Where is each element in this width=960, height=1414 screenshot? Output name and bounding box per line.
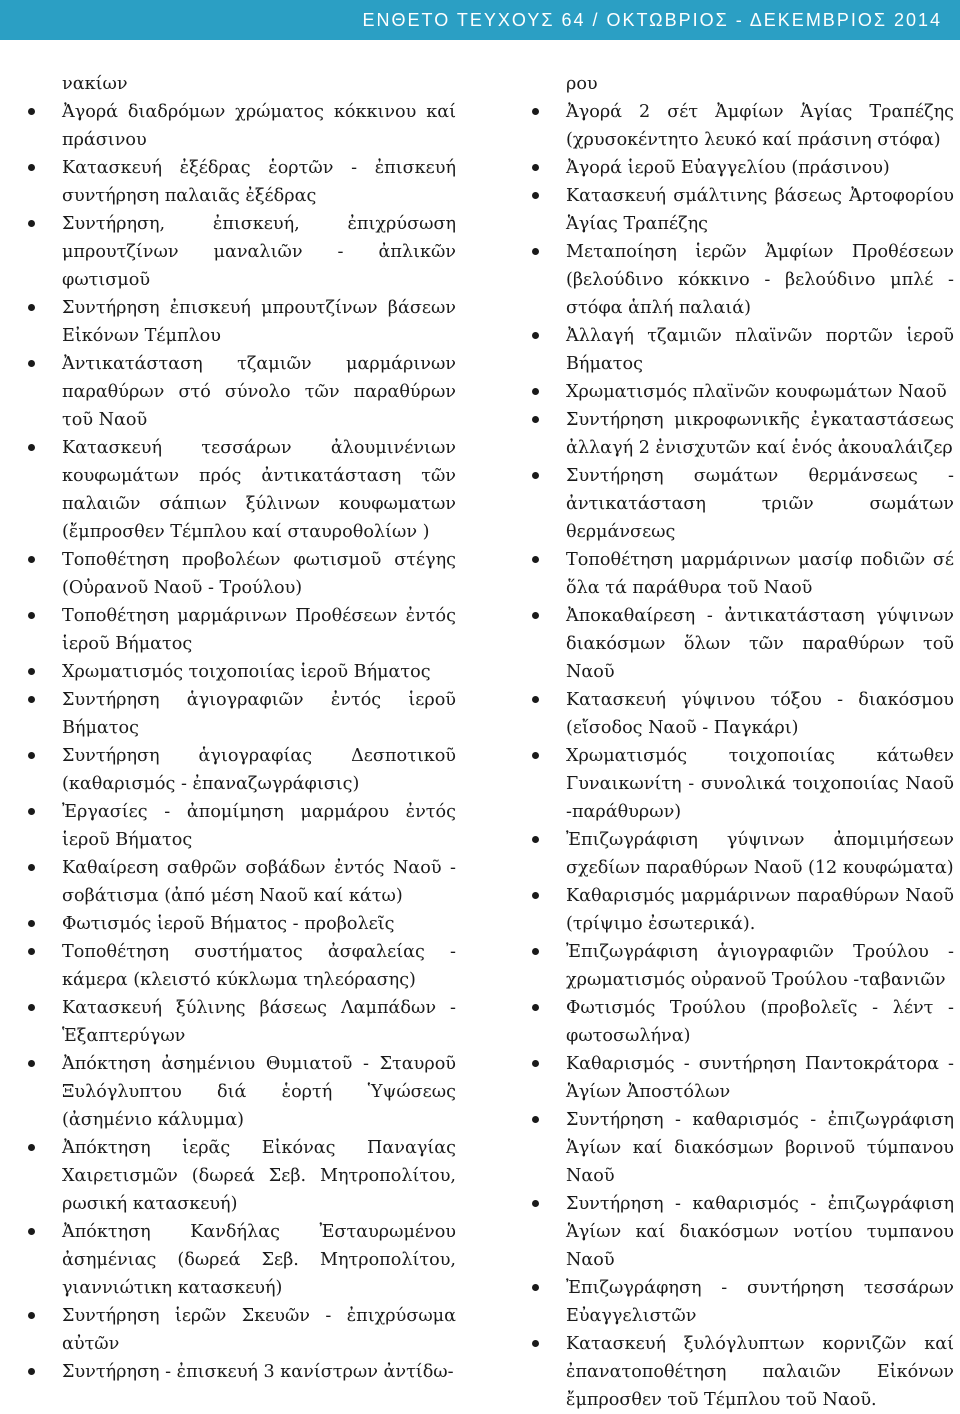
list-item: Χρωματισμός τοιχοποιίας ἱεροῦ Βήματος: [24, 658, 456, 686]
list-item: Τοποθέτηση μαρμάρινων Προθέσεων ἐντός ἱεροῦ Βήματος: [24, 602, 456, 658]
list-item: Ἀγορά 2 σέτ Ἀμφίων Ἁγίας Τραπέζης (χρυσοκέντητο λευκό καί πράσινη στόφα): [528, 98, 954, 154]
list-item: Ἀπόκτηση Κανδήλας Ἐσταυρωμένου ἀσημένιας (δωρεά Σεβ. Μητροπολίτου, γιαννιώτικη κατασκευή): [24, 1218, 456, 1302]
list-item: Συντήρηση - καθαρισμός - ἐπιζωγράφιση Ἁγίων καί διακόσμων νοτίου τυμπανου Ναοῦ: [528, 1190, 954, 1274]
list-item: Συντήρηση - ἐπισκευή 3 κανίστρων ἀντίδω-: [24, 1358, 456, 1386]
list-item: Ἀγορά διαδρόμων χρώματος κόκκινου καί πράσινου: [24, 98, 456, 154]
list-item: Συντήρηση - καθαρισμός - ἐπιζωγράφιση Ἁγίων καί διακόσμων βορινοῦ τύμπανου Ναοῦ: [528, 1106, 954, 1190]
list-item: Ἀπόκτηση ἱερᾶς Εἰκόνας Παναγίας Χαιρετισμῶν (δωρεά Σεβ. Μητροπολίτου, ρωσική κατασκευή): [24, 1134, 456, 1218]
list-item: Ἀπόκτηση ἀσημένιου Θυμιατοῦ - Σταυροῦ Ξυλόγλυπτου διά ἑορτή Ὑψώσεως (ἀσημένιο κάλυμμα): [24, 1050, 456, 1134]
right-column: [528, 70, 954, 1414]
list-item: Ἀντικατάσταση τζαμιῶν μαρμάρινων παραθύρων στό σύνολο τῶν παραθύρων τοῦ Ναοῦ: [24, 350, 456, 434]
list-item: Ἐπιζωγράφιση γύψινων ἀπομιμήσεων σχεδίων παραθύρων Ναοῦ (12 κουφώματα): [528, 826, 954, 882]
continuation-text: ρου: [566, 74, 598, 94]
list-item: Καθαρισμός - συντήρηση Παντοκράτορα - Ἁγίων Ἀποστόλων: [528, 1050, 954, 1106]
list-item: Φωτισμός ἱεροῦ Βήματος - προβολεῖς: [24, 910, 456, 938]
list-item: Κατασκευή τεσσάρων ἀλουμινένιων κουφωμάτων πρός ἀντικατάσταση τῶν παλαιῶν σάπιων ξύλινων κουφωματων (ἔμπροσθεν Τέμπλου καί σταυροθολίων ): [24, 434, 456, 546]
list-item: Συντήρηση, ἐπισκευή, ἐπιχρύσωση μπρουτζίνων μαναλιῶν - ἀπλικῶν φωτισμοῦ: [24, 210, 456, 294]
list-item: Συντήρηση ἱερῶν Σκευῶν - ἐπιχρύσωμα αὐτῶν: [24, 1302, 456, 1358]
list-item: Κατασκευή ξυλόγλυπτων κορνιζῶν καί ἐπανατοποθέτηση παλαιῶν Εἰκόνων ἔμπροσθεν τοῦ Τέμπλου τοῦ Ναοῦ.: [528, 1330, 954, 1414]
left-column: [24, 70, 456, 1386]
list-item: Συντήρηση μικροφωνικῆς ἐγκαταστάσεως ἀλλαγή 2 ἐνισχυτῶν καί ἑνός ἀκουαλάιζερ: [528, 406, 954, 462]
list-item: Ἀποκαθαίρεση - ἀντικατάσταση γύψινων διακόσμων ὅλων τῶν παραθύρων τοῦ Ναοῦ: [528, 602, 954, 686]
list-item: Συντήρηση ἁγιογραφιῶν ἐντός ἱεροῦ Βήματος: [24, 686, 456, 742]
list-item: Κατασκευή ξύλινης βάσεως Λαμπάδων - Ἑξαπτερύγων: [24, 994, 456, 1050]
list-item: Καθαίρεση σαθρῶν σοβάδων ἐντός Ναοῦ - σοβάτισμα (ἀπό μέση Ναοῦ καί κάτω): [24, 854, 456, 910]
list-item: Καθαρισμός μαρμάρινων παραθύρων Ναοῦ (τρίψιμο ἐσωτερικά).: [528, 882, 954, 938]
list-item: Χρωματισμός τοιχοποιίας κάτωθεν Γυναικωνίτη - συνολικά τοιχοποιίας Ναοῦ -παράθυρων): [528, 742, 954, 826]
list-item: Ἐπιζωγράφηση - συντήρηση τεσσάρων Εὐαγγελιστῶν: [528, 1274, 954, 1330]
header-banner: [0, 0, 960, 40]
list-item: Τοποθέτηση προβολέων φωτισμοῦ στέγης (Οὐρανοῦ Ναοῦ - Τρούλου): [24, 546, 456, 602]
list-item: Κατασκευή σμάλτινης βάσεως Ἀρτοφορίου Ἁγίας Τραπέζης: [528, 182, 954, 238]
list-item: Συντήρηση ἐπισκευή μπρουτζίνων βάσεων Εἰκόνων Τέμπλου: [24, 294, 456, 350]
continuation-text: νακίων: [62, 74, 128, 94]
list-item: Ἐπιζωγράφιση ἁγιογραφιῶν Τρούλου - χρωματισμός οὐρανοῦ Τρούλου -ταβανιῶν: [528, 938, 954, 994]
list-item: Κατασκευή γύψινου τόξου - διακόσμου (εἴσοδος Ναοῦ - Παγκάρι): [528, 686, 954, 742]
work-list: [24, 98, 456, 1386]
list-item: Ἐργασίες - ἀπομίμηση μαρμάρου ἐντός ἱεροῦ Βήματος: [24, 798, 456, 854]
list-item: Χρωματισμός πλαϊνῶν κουφωμάτων Ναοῦ: [528, 378, 954, 406]
list-item: Τοποθέτηση μαρμάρινων μασίφ ποδιῶν σέ ὅλα τά παράθυρα τοῦ Ναοῦ: [528, 546, 954, 602]
work-list: [528, 98, 954, 1414]
list-item: Ἀλλαγή τζαμιῶν πλαϊνῶν πορτῶν ἱεροῦ Βήματος: [528, 322, 954, 378]
header-title: ΕΝΘΕΤΟ ΤΕΥΧΟΥΣ 64 / ΟΚΤΩΒΡΙΟΣ - ΔΕΚΕΜΒΡΙΟΣ 2014: [362, 9, 942, 30]
list-item: Συντήρηση σωμάτων θερμάνσεως - ἀντικατάσταση τριῶν σωμάτων θερμάνσεως: [528, 462, 954, 546]
list-item: Ἀγορά ἱεροῦ Εὐαγγελίου (πράσινου): [528, 154, 954, 182]
list-item: Φωτισμός Τρούλου (προβολεῖς - λέντ - φωτοσωλήνα): [528, 994, 954, 1050]
list-item: Συντήρηση ἁγιογραφίας Δεσποτικοῦ (καθαρισμός - ἐπαναζωγράφισις): [24, 742, 456, 798]
list-item: Κατασκευή ἐξέδρας ἑορτῶν - ἐπισκευή συντήρηση παλαιᾶς ἐξέδρας: [24, 154, 456, 210]
list-item: Τοποθέτηση συστήματος ἀσφαλείας - κάμερα (κλειστό κύκλωμα τηλεόρασης): [24, 938, 456, 994]
list-item: Μεταποίηση ἱερῶν Ἀμφίων Προθέσεων (βελούδινο κόκκινο - βελούδινο μπλέ - στόφα ἁπλή παλαιά): [528, 238, 954, 322]
